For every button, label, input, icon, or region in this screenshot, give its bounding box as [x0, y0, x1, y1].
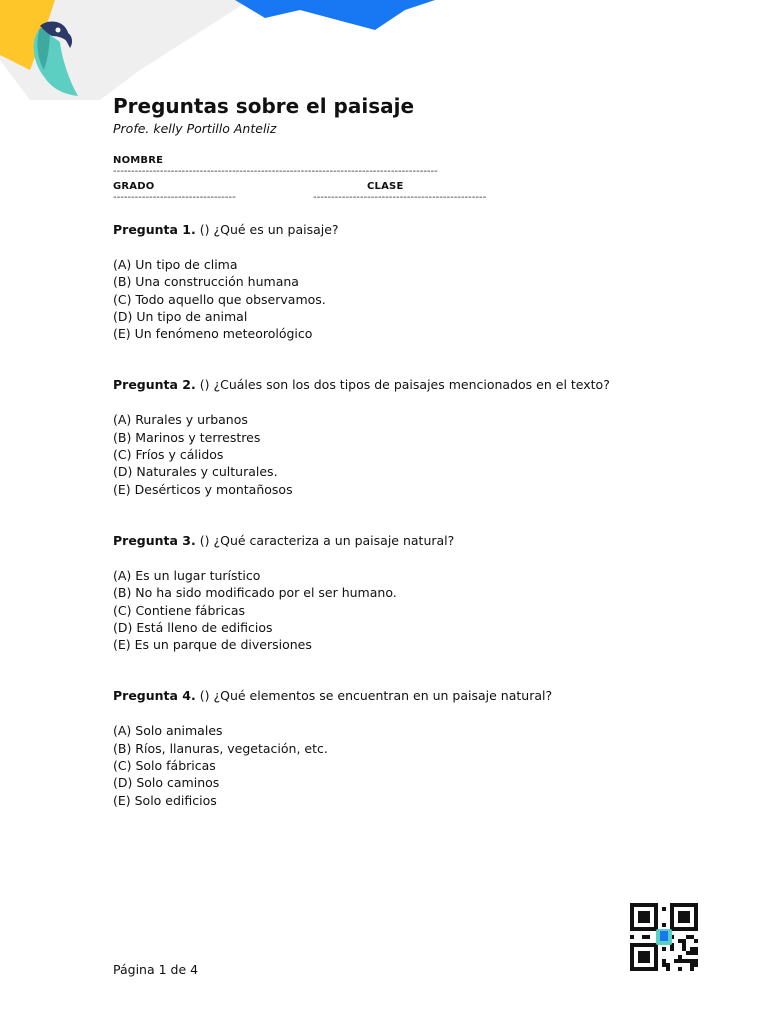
- header-decoration: [0, 0, 768, 100]
- question-text: [113, 687, 713, 704]
- answer-option: (B) No ha sido modificado por el ser humano.: [113, 585, 397, 601]
- author-name: Profe. kelly Portillo Anteliz: [113, 121, 277, 136]
- answer-option: (A) Un tipo de clima: [113, 257, 238, 272]
- page-title: Preguntas sobre el paisaje: [113, 94, 415, 118]
- question-block: [113, 532, 713, 653]
- page-number: Página 1 de 4: [113, 962, 199, 977]
- grado-field: [113, 181, 283, 203]
- nombre-label: NOMBRE: [113, 155, 164, 166]
- question-prompt: () ¿Qué es un paisaje?: [199, 222, 339, 237]
- answer-option: (B) Una construcción humana: [113, 274, 299, 290]
- grado-clase-row: [113, 181, 713, 205]
- question-label: Pregunta 3.: [113, 532, 196, 548]
- name-field: [113, 155, 713, 177]
- clase-label: CLASE: [367, 181, 404, 192]
- grado-line: ----------------------------------: [113, 193, 236, 203]
- answer-option: (D) Solo caminos: [113, 775, 220, 791]
- answer-option: (B) Ríos, llanuras, vegetación, etc.: [113, 740, 328, 756]
- question-prompt: () ¿Cuáles son los dos tipos de paisajes mencionados en el texto?: [199, 377, 610, 393]
- clase-field: [313, 181, 558, 203]
- question-label: Pregunta 2.: [113, 377, 196, 393]
- answer-option: (C) Todo aquello que observamos.: [113, 291, 326, 307]
- answer-option: (B) Marinos y terrestres: [113, 429, 261, 445]
- question-list: [113, 221, 713, 809]
- grado-label: GRADO: [113, 181, 155, 192]
- answer-options: [113, 567, 713, 653]
- question-prompt: () ¿Qué elementos se encuentran en un paisaje natural?: [199, 688, 553, 704]
- question-block: [113, 376, 713, 497]
- question-text: [113, 221, 713, 238]
- answer-option: (A) Solo animales: [113, 723, 223, 739]
- qr-code-icon: [630, 903, 698, 971]
- clase-line: ------------------------------------------------: [313, 193, 487, 203]
- answer-option: (D) Naturales y culturales.: [113, 464, 278, 480]
- answer-option: (E) Solo edificios: [113, 792, 217, 808]
- question-text: [113, 532, 713, 549]
- answer-option: (E) Es un parque de diversiones: [113, 637, 312, 653]
- question-label: Pregunta 4.: [113, 688, 196, 704]
- question-text: [113, 376, 713, 393]
- answer-option: (D) Está lleno de edificios: [113, 619, 273, 635]
- worksheet-content: [113, 94, 713, 843]
- answer-option: (E) Desérticos y montañosos: [113, 481, 293, 497]
- question-label: Pregunta 1.: [113, 222, 196, 237]
- answer-options: [113, 722, 713, 808]
- answer-options: [113, 411, 713, 497]
- answer-options: [113, 256, 713, 342]
- answer-option: (C) Fríos y cálidos: [113, 447, 224, 463]
- answer-option: (E) Un fenómeno meteorológico: [113, 326, 313, 342]
- question-block: [113, 221, 713, 342]
- answer-option: (A) Es un lugar turístico: [113, 567, 261, 583]
- answer-option: (C) Solo fábricas: [113, 758, 216, 774]
- answer-option: (C) Contiene fábricas: [113, 602, 246, 618]
- question-block: [113, 687, 713, 808]
- question-prompt: () ¿Qué caracteriza a un paisaje natural?: [199, 532, 455, 548]
- answer-option: (D) Un tipo de animal: [113, 308, 248, 324]
- nombre-line: ------------------------------------------------------------------------------------------: [113, 167, 438, 177]
- answer-option: (A) Rurales y urbanos: [113, 412, 248, 428]
